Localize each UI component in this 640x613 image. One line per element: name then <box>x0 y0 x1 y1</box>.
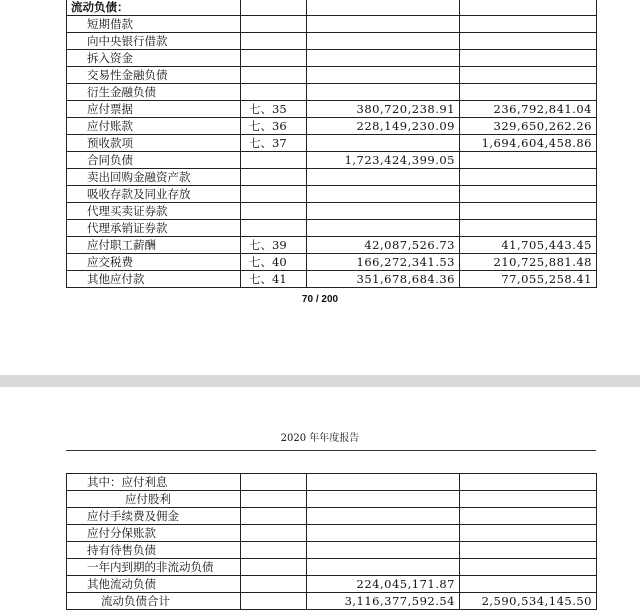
row-label: 衍生金融负债 <box>67 84 241 101</box>
table-row <box>67 271 597 288</box>
current-value: 224,045,171.87 <box>307 576 460 593</box>
note-ref: 七、40 <box>241 254 307 271</box>
prior-value: 2,590,534,145.50 <box>460 593 597 610</box>
table-row <box>67 525 597 542</box>
row-label: 向中央银行借款 <box>67 33 241 50</box>
table-row <box>67 203 597 220</box>
table-row <box>67 186 597 203</box>
note-ref: 七、41 <box>241 271 307 288</box>
row-label: 预收款项 <box>67 135 241 152</box>
note-ref: 七、37 <box>241 135 307 152</box>
prior-value: 329,650,262.26 <box>460 118 597 135</box>
balance-sheet-table-lower <box>66 473 597 610</box>
table-row <box>67 118 597 135</box>
report-page-lower <box>0 387 640 613</box>
table-row <box>67 0 597 16</box>
row-label: 应付职工薪酬 <box>67 237 241 254</box>
row-label-subtotal: 流动负债合计 <box>67 593 241 610</box>
current-value <box>307 135 460 152</box>
row-label: 交易性金融负债 <box>67 67 241 84</box>
note-ref: 七、36 <box>241 118 307 135</box>
table-row <box>67 593 597 610</box>
prior-value: 210,725,881.48 <box>460 254 597 271</box>
row-label: 短期借款 <box>67 16 241 33</box>
page-number: 70 / 200 <box>301 294 339 305</box>
table-row <box>67 67 597 84</box>
table-row <box>67 169 597 186</box>
row-label: 代理承销证券款 <box>67 220 241 237</box>
row-label: 卖出回购金融资产款 <box>67 169 241 186</box>
table-row <box>67 508 597 525</box>
page-separator <box>0 375 640 387</box>
current-value: 351,678,684.36 <box>307 271 460 288</box>
table-row <box>67 559 597 576</box>
row-label: 吸收存款及同业存放 <box>67 186 241 203</box>
balance-sheet-table-upper <box>66 0 597 288</box>
current-value: 166,272,341.53 <box>307 254 460 271</box>
current-value: 380,720,238.91 <box>307 101 460 118</box>
row-label: 持有待售负债 <box>67 542 241 559</box>
row-label: 应付股利 <box>67 491 241 508</box>
row-label: 应交税费 <box>67 254 241 271</box>
current-value: 228,149,230.09 <box>307 118 460 135</box>
prior-value: 1,694,604,458.86 <box>460 135 597 152</box>
row-label: 代理买卖证券款 <box>67 203 241 220</box>
report-header-title: 2020 年年度报告 <box>280 433 360 444</box>
table-row <box>67 135 597 152</box>
table-row <box>67 576 597 593</box>
prior-value: 41,705,443.45 <box>460 237 597 254</box>
table-row <box>67 491 597 508</box>
table-row <box>67 84 597 101</box>
table-row <box>67 101 597 118</box>
row-label: 应付手续费及佣金 <box>67 508 241 525</box>
current-value: 3,116,377,592.54 <box>307 593 460 610</box>
table-row <box>67 50 597 67</box>
row-label: 其他应付款 <box>67 271 241 288</box>
table-row <box>67 33 597 50</box>
row-label: 合同负债 <box>67 152 241 169</box>
note-ref: 七、39 <box>241 237 307 254</box>
current-value: 42,087,526.73 <box>307 237 460 254</box>
section-heading: 流动负债： <box>67 0 241 16</box>
table-row <box>67 152 597 169</box>
header-divider <box>66 450 596 451</box>
table-row <box>67 16 597 33</box>
table-row <box>67 474 597 491</box>
row-label: 应付分保账款 <box>67 525 241 542</box>
row-label: 其他流动负债 <box>67 576 241 593</box>
table-row <box>67 220 597 237</box>
note-ref: 七、35 <box>241 101 307 118</box>
row-label: 其中：应付利息 <box>67 474 241 491</box>
row-label: 一年内到期的非流动负债 <box>67 559 241 576</box>
table-row <box>67 254 597 271</box>
row-label: 应付票据 <box>67 101 241 118</box>
row-label: 应付账款 <box>67 118 241 135</box>
row-label: 拆入资金 <box>67 50 241 67</box>
current-value: 1,723,424,399.05 <box>307 152 460 169</box>
prior-value: 236,792,841.04 <box>460 101 597 118</box>
table-row <box>67 237 597 254</box>
table-row <box>67 542 597 559</box>
prior-value: 77,055,258.41 <box>460 271 597 288</box>
